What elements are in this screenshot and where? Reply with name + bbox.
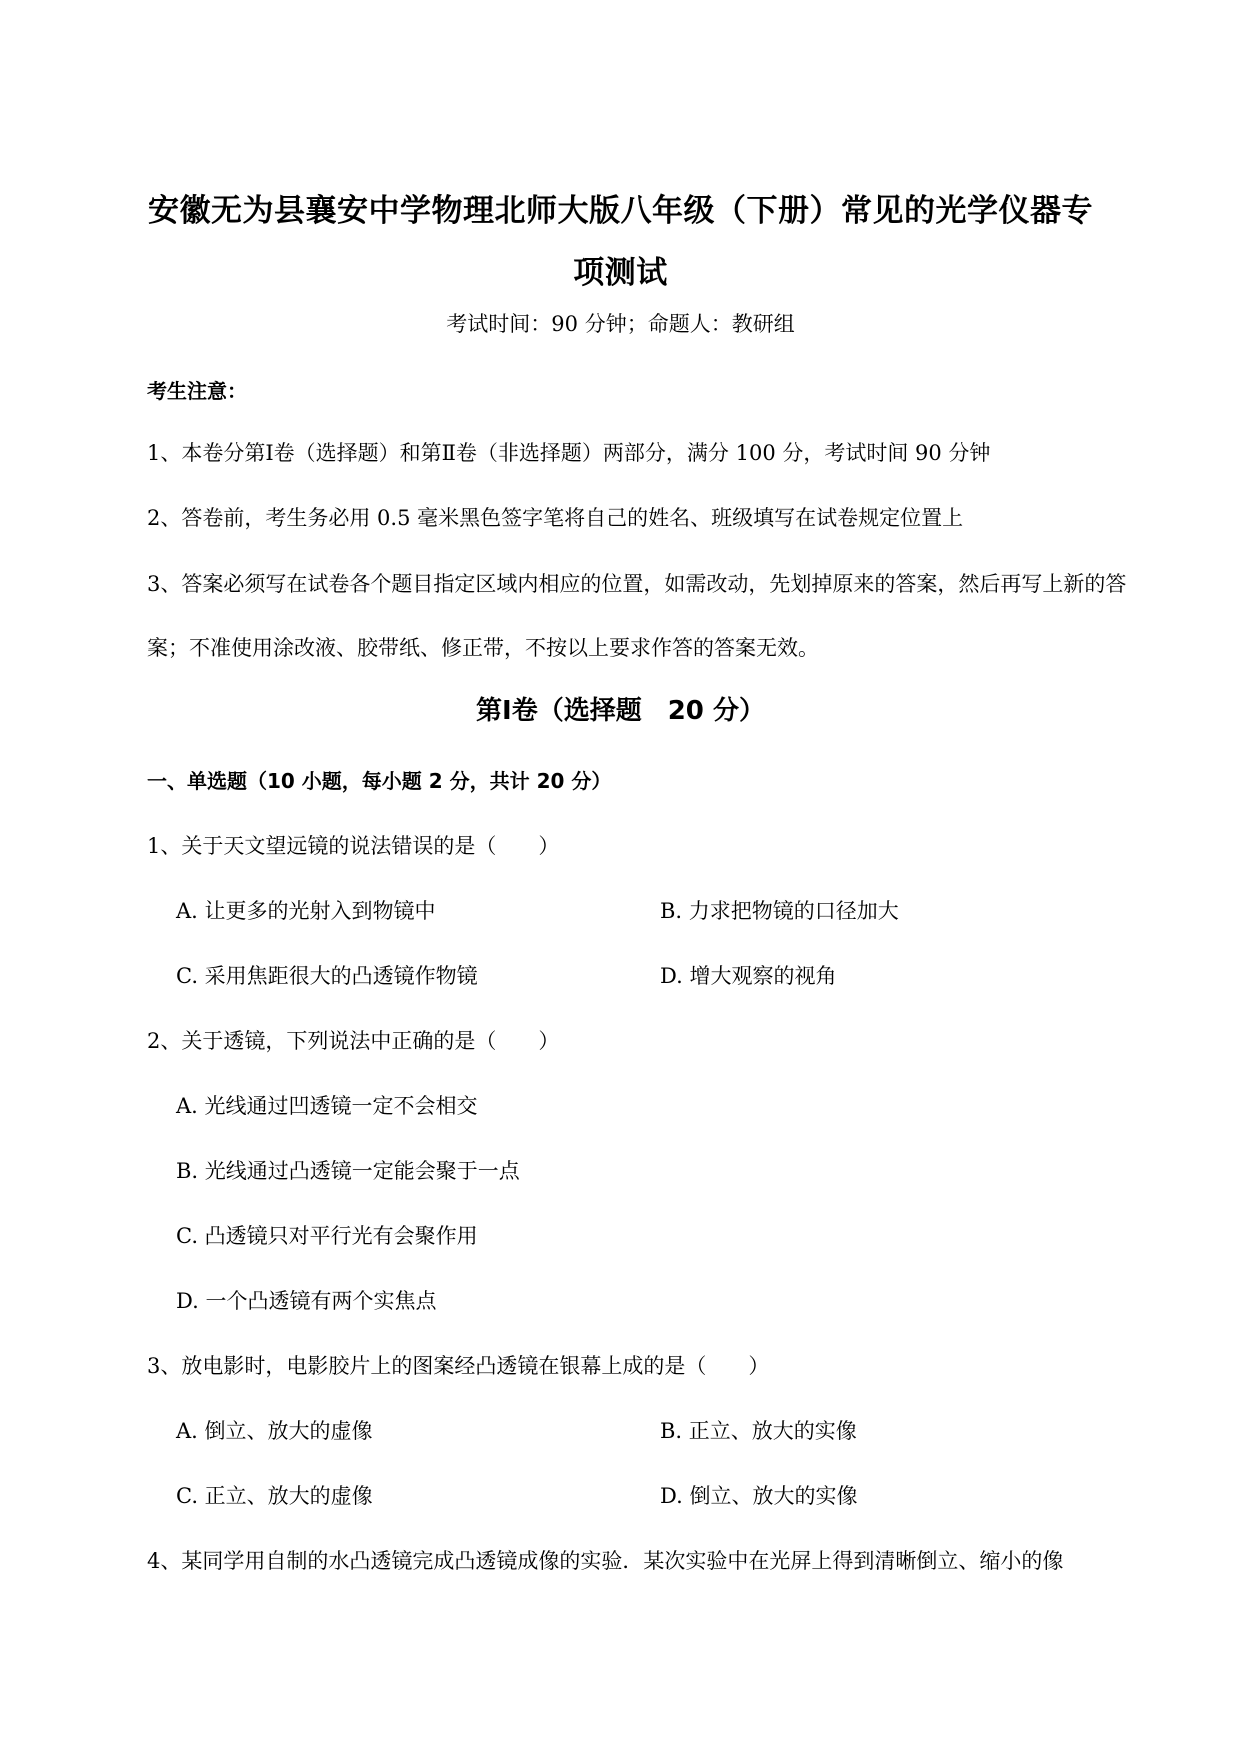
question-1-option-a[interactable]: A. 让更多的光射入到物镜中 <box>176 899 436 923</box>
question-1-option-c[interactable]: C. 采用焦距很大的凸透镜作物镜 <box>176 964 478 988</box>
notice-item-1: 1、本卷分第Ⅰ卷（选择题）和第Ⅱ卷（非选择题）两部分，满分 100 分，考试时间 90 分钟 <box>147 441 991 465</box>
question-2-option-c[interactable]: C. 凸透镜只对平行光有会聚作用 <box>176 1224 478 1248</box>
question-1-option-d[interactable]: D. 增大观察的视角 <box>660 964 837 988</box>
part-heading: 一、单选题（10 小题，每小题 2 分，共计 20 分） <box>147 769 612 793</box>
question-2-stem: 2、关于透镜，下列说法中正确的是（ ） <box>147 1029 560 1053</box>
exam-title <box>130 180 1111 304</box>
question-3-option-c[interactable]: C. 正立、放大的虚像 <box>176 1484 373 1508</box>
question-1-option-b[interactable]: B. 力求把物镜的口径加大 <box>660 899 899 923</box>
notice-item-3: 3、答案必须写在试卷各个题目指定区域内相应的位置，如需改动，先划掉原来的答案，然后再写上新的答案；不准使用涂改液、胶带纸、修正带，不按以上要求作答的答案无效。 <box>147 572 1127 660</box>
exam-meta: 考试时间：90 分钟；命题人：教研组 <box>446 312 795 336</box>
section-title: 第Ⅰ卷（选择题 20 分） <box>476 696 765 726</box>
question-2-option-b[interactable]: B. 光线通过凸透镜一定能会聚于一点 <box>176 1159 520 1183</box>
notice-item-2: 2、答卷前，考生务必用 0.5 毫米黑色签字笔将自己的姓名、班级填写在试卷规定位置上 <box>147 506 964 530</box>
notice-heading: 考生注意： <box>147 379 247 403</box>
question-3-option-b[interactable]: B. 正立、放大的实像 <box>660 1419 857 1443</box>
question-2-option-a[interactable]: A. 光线通过凹透镜一定不会相交 <box>176 1094 478 1118</box>
question-2-option-d[interactable]: D. 一个凸透镜有两个实焦点 <box>176 1289 437 1313</box>
question-4-stem: 4、某同学用自制的水凸透镜完成凸透镜成像的实验．某次实验中在光屏上得到清晰倒立、缩小的像 <box>147 1549 1064 1573</box>
title-line-2: 项测试 <box>573 255 668 291</box>
question-3-stem: 3、放电影时，电影胶片上的图案经凸透镜在银幕上成的是（ ） <box>147 1354 770 1378</box>
title-line-1: 安徽无为县襄安中学物理北师大版八年级（下册）常见的光学仪器专 <box>148 193 1093 229</box>
question-1-stem: 1、关于天文望远镜的说法错误的是（ ） <box>147 834 560 858</box>
question-3-option-a[interactable]: A. 倒立、放大的虚像 <box>176 1419 373 1443</box>
question-3-option-d[interactable]: D. 倒立、放大的实像 <box>660 1484 858 1508</box>
